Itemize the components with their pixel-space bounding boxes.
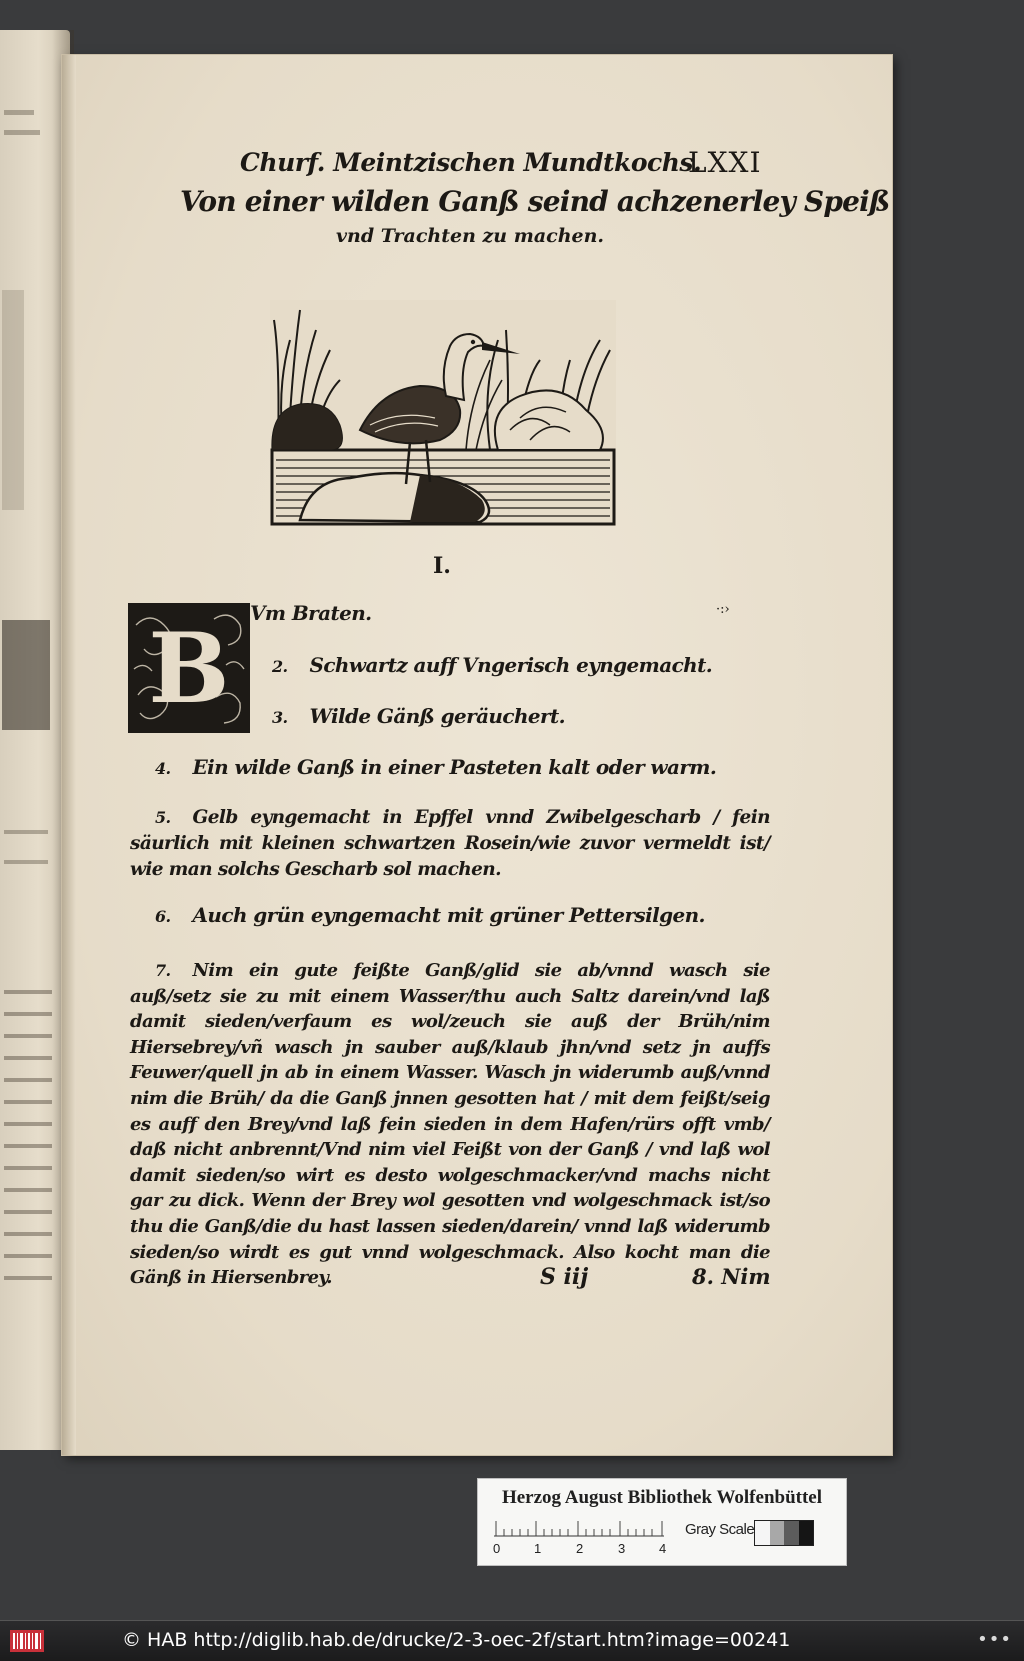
signature-mark: S iij bbox=[540, 1264, 589, 1290]
ruler-label: 0 bbox=[493, 1541, 501, 1556]
chapter-title-line-2: vnd Trachten zu machen. bbox=[336, 225, 605, 247]
facing-page-woodcut-fragment bbox=[2, 290, 24, 510]
ruler-label: 3 bbox=[618, 1541, 626, 1556]
viewer-footer-bar bbox=[0, 1620, 1024, 1661]
list-item bbox=[155, 903, 705, 927]
item-number: 3. bbox=[272, 708, 288, 727]
list-item bbox=[130, 805, 770, 883]
item-text: Ein wilde Ganß in einer Pasteten kalt oder warm. bbox=[192, 755, 717, 779]
barcode-logo-icon bbox=[10, 1630, 44, 1652]
gray-scale-patch bbox=[754, 1520, 814, 1546]
decorated-initial bbox=[128, 603, 250, 733]
card-title: Herzog August Bibliothek Wolfenbüttel bbox=[501, 1487, 823, 1508]
facing-page-edge bbox=[0, 30, 70, 1450]
list-item bbox=[272, 704, 565, 728]
item-text: Gelb eyngemacht in Epffel vnnd Zwibelgescharb / fein säurlich mit kleinen schwartzen Rosein/wie zuvor vermeldt ist/ wie man solchs Gescharb sol machen. bbox=[130, 807, 770, 880]
copyright-url-text[interactable]: © HAB http://diglib.hab.de/drucke/2-3-oec-2f/start.htm?image=00241 bbox=[122, 1629, 791, 1651]
recipe-paragraph bbox=[130, 958, 770, 1291]
list-item bbox=[155, 755, 716, 779]
item-number: 2. bbox=[272, 657, 288, 676]
item-text: Schwartz auff Vngerisch eyngemacht. bbox=[309, 653, 713, 677]
chapter-title-line-1: Von einer wilden Ganß seind achzenerley Speiß bbox=[180, 185, 890, 218]
facing-page-text-fragment bbox=[4, 830, 48, 834]
cm-ruler bbox=[494, 1517, 664, 1537]
list-item bbox=[250, 601, 372, 625]
list-item bbox=[272, 653, 712, 677]
gray-scale-label: Gray Scale bbox=[685, 1521, 755, 1538]
facing-page-text-block bbox=[4, 990, 52, 1290]
woodcut-heron-illustration bbox=[270, 300, 616, 526]
facing-page-text-fragment bbox=[4, 110, 34, 115]
folio-number: LXXI bbox=[688, 146, 762, 179]
catchword: 8. Nim bbox=[692, 1264, 771, 1289]
item-number: 4. bbox=[155, 759, 171, 778]
stray-mark: ·:› bbox=[716, 602, 730, 617]
item-text: Vm Braten. bbox=[250, 601, 372, 625]
more-options-icon[interactable]: ••• bbox=[977, 1629, 1012, 1650]
item-text: Nim ein gute feißte Ganß/glid sie ab/vnnd wasch sie auß/setz sie zu mit einem Wasser/thu auch Saltz darein/vnd laß damit sieden/verfaum es wol/zeuch sie auß der Brüh/nim Hiersebrey/vñ wasch jn sauber auß/klaub jhn/vnd setz jn auffs Feuwer/quell jn ab in einem Wasser. Wasch jn widerumb auß/vnnd nim die Brüh/ da die Ganß jnnen gesotten hat / mit dem feißt/seig es auff den Brey/vnd laß fein sieden in dem Hafen/rürs offt vmb/ daß nicht anbrennt/Vnd nim viel Feißt von der Ganß / vnd laß wol damit sieden/so wirt es desto wolgeschmacker/vnd machs nicht gar zu dick. Wenn der Brey wol gesotten vnd wolgeschmack ist/so thu die Ganß/die du hast lassen sieden/darein/ vnnd laß widerumb sieden/so wirdt es gut vnnd wolgeschmack. Also kocht man die Gänß in Hiersenbrey. bbox=[130, 960, 770, 1289]
item-text: Wilde Gänß geräuchert. bbox=[309, 704, 565, 728]
item-number: 7. bbox=[155, 961, 171, 980]
ruler-label: 2 bbox=[576, 1541, 584, 1556]
section-number: I. bbox=[433, 553, 451, 579]
initial-letter: B bbox=[148, 611, 230, 725]
running-head: Churf. Meintzischen Mundtkochs. bbox=[240, 148, 702, 177]
item-number: 6. bbox=[155, 907, 171, 926]
facing-page-text-fragment bbox=[4, 860, 48, 864]
page-gutter bbox=[62, 55, 76, 1455]
library-color-card bbox=[477, 1478, 847, 1566]
facing-page-initial-fragment bbox=[2, 620, 50, 730]
item-number: 5. bbox=[155, 808, 171, 827]
item-text: Auch grün eyngemacht mit grüner Pettersilgen. bbox=[192, 903, 705, 927]
ruler-label: 4 bbox=[659, 1541, 667, 1556]
ruler-label: 1 bbox=[534, 1541, 542, 1556]
facing-page-text-fragment bbox=[4, 130, 40, 135]
